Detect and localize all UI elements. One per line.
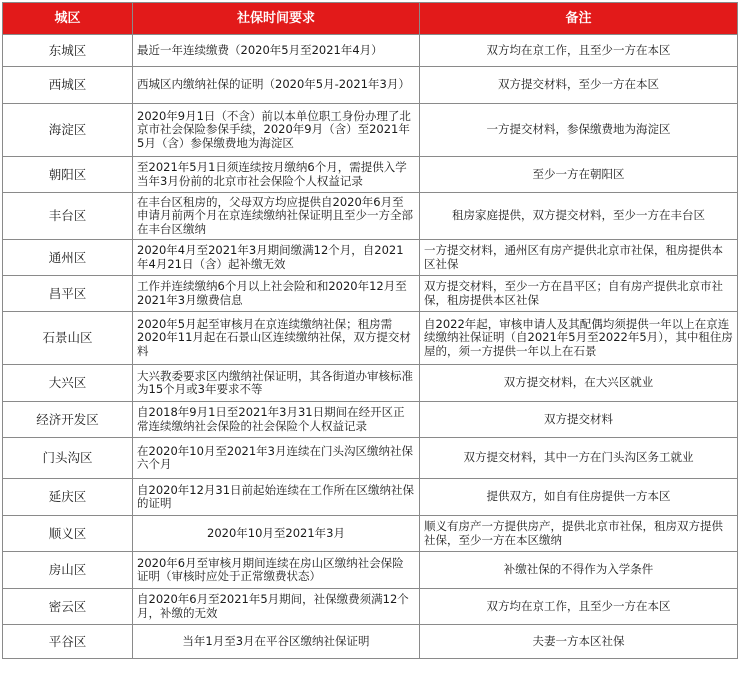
table-row: [3, 104, 738, 157]
note-cell: 双方提交材料，至少一方在本区: [420, 67, 738, 104]
district-cell: 门头沟区: [3, 438, 133, 479]
requirement-cell: 2020年6月至审核月期间连续在房山区缴纳社会保险证明（审核时应处于正常缴费状态）: [133, 552, 420, 589]
requirement-cell: 大兴教委要求区内缴纳社保证明，其各街道办审核标准为15个月或3年要求不等: [133, 365, 420, 402]
table-row: [3, 402, 738, 438]
note-cell: 提供双方，如自有住房提供一方本区: [420, 479, 738, 516]
table-row: [3, 552, 738, 589]
district-cell: 密云区: [3, 589, 133, 625]
note-cell: 双方均在京工作，且至少一方在本区: [420, 589, 738, 625]
header-row: [3, 3, 738, 35]
requirement-cell: 在丰台区租房的，父母双方均应提供自2020年6月至申请月前两个月在京连续缴纳社保证明且至少一方全部在丰台区缴纳: [133, 193, 420, 240]
district-cell: 朝阳区: [3, 157, 133, 193]
requirement-cell: 2020年10月至2021年3月: [133, 516, 420, 552]
requirement-cell: 2020年4月至2021年3月期间缴满12个月，自2021年4月21日（含）起补缴无效: [133, 240, 420, 276]
table-row: [3, 365, 738, 402]
district-cell: 昌平区: [3, 276, 133, 312]
note-cell: 租房家庭提供，双方提交材料，至少一方在丰台区: [420, 193, 738, 240]
table-row: [3, 240, 738, 276]
note-cell: 自2022年起，审核申请人及其配偶均须提供一年以上在京连续缴纳社保证明（自2021年5月至2022年5月），其中租住房屋的，须一方提供一年以上在石景: [420, 312, 738, 365]
table-row: [3, 157, 738, 193]
district-cell: 房山区: [3, 552, 133, 589]
note-cell: 夫妻一方本区社保: [420, 625, 738, 659]
note-cell: 双方提交材料，至少一方在昌平区；自有房产提供北京市社保，租房提供本区社保: [420, 276, 738, 312]
table-row: [3, 479, 738, 516]
note-cell: 双方提交材料，其中一方在门头沟区务工就业: [420, 438, 738, 479]
district-cell: 西城区: [3, 67, 133, 104]
header-note: 备注: [420, 3, 738, 35]
requirement-cell: 2020年9月1日（不含）前以本单位职工身份办理了北京市社会保险参保手续，2020年9月（含）至2021年5月（含）参保缴费地为海淀区: [133, 104, 420, 157]
social-security-table: [2, 2, 738, 659]
note-cell: 一方提交材料，参保缴费地为海淀区: [420, 104, 738, 157]
table-row: [3, 67, 738, 104]
table-row: [3, 276, 738, 312]
header-requirement: 社保时间要求: [133, 3, 420, 35]
requirement-cell: 最近一年连续缴费（2020年5月至2021年4月）: [133, 35, 420, 67]
requirement-cell: 工作并连续缴纳6个月以上社会险和和2020年12月至2021年3月缴费信息: [133, 276, 420, 312]
district-cell: 丰台区: [3, 193, 133, 240]
table-row: [3, 193, 738, 240]
note-cell: 顺义有房产一方提供房产，提供北京市社保，租房双方提供社保，至少一方在本区缴纳: [420, 516, 738, 552]
requirement-cell: 自2020年6月至2021年5月期间，社保缴费须满12个月，补缴的无效: [133, 589, 420, 625]
note-cell: 双方提交材料: [420, 402, 738, 438]
table-row: [3, 35, 738, 67]
table-row: [3, 589, 738, 625]
note-cell: 至少一方在朝阳区: [420, 157, 738, 193]
district-cell: 延庆区: [3, 479, 133, 516]
requirement-cell: 2020年5月起至审核月在京连续缴纳社保；租房需2020年11月起在石景山区连续缴纳社保，双方提交材料: [133, 312, 420, 365]
district-cell: 平谷区: [3, 625, 133, 659]
requirement-cell: 至2021年5月1日须连续按月缴纳6个月，需提供入学当年3月份前的北京市社会保险个人权益记录: [133, 157, 420, 193]
requirement-cell: 自2020年12月31日前起始连续在工作所在区缴纳社保的证明: [133, 479, 420, 516]
note-cell: 双方提交材料，在大兴区就业: [420, 365, 738, 402]
note-cell: 一方提交材料，通州区有房产提供北京市社保，租房提供本区社保: [420, 240, 738, 276]
note-cell: 双方均在京工作，且至少一方在本区: [420, 35, 738, 67]
district-cell: 经济开发区: [3, 402, 133, 438]
header-district: 城区: [3, 3, 133, 35]
table-row: [3, 312, 738, 365]
table-row: [3, 516, 738, 552]
requirement-cell: 自2018年9月1日至2021年3月31日期间在经开区正常连续缴纳社会保险的社会保险个人权益记录: [133, 402, 420, 438]
requirement-cell: 当年1月至3月在平谷区缴纳社保证明: [133, 625, 420, 659]
district-cell: 大兴区: [3, 365, 133, 402]
district-cell: 海淀区: [3, 104, 133, 157]
requirement-cell: 在2020年10月至2021年3月连续在门头沟区缴纳社保六个月: [133, 438, 420, 479]
table-row: [3, 625, 738, 659]
district-cell: 东城区: [3, 35, 133, 67]
district-cell: 顺义区: [3, 516, 133, 552]
requirement-cell: 西城区内缴纳社保的证明（2020年5月-2021年3月）: [133, 67, 420, 104]
note-cell: 补缴社保的不得作为入学条件: [420, 552, 738, 589]
district-cell: 石景山区: [3, 312, 133, 365]
table-row: [3, 438, 738, 479]
district-cell: 通州区: [3, 240, 133, 276]
